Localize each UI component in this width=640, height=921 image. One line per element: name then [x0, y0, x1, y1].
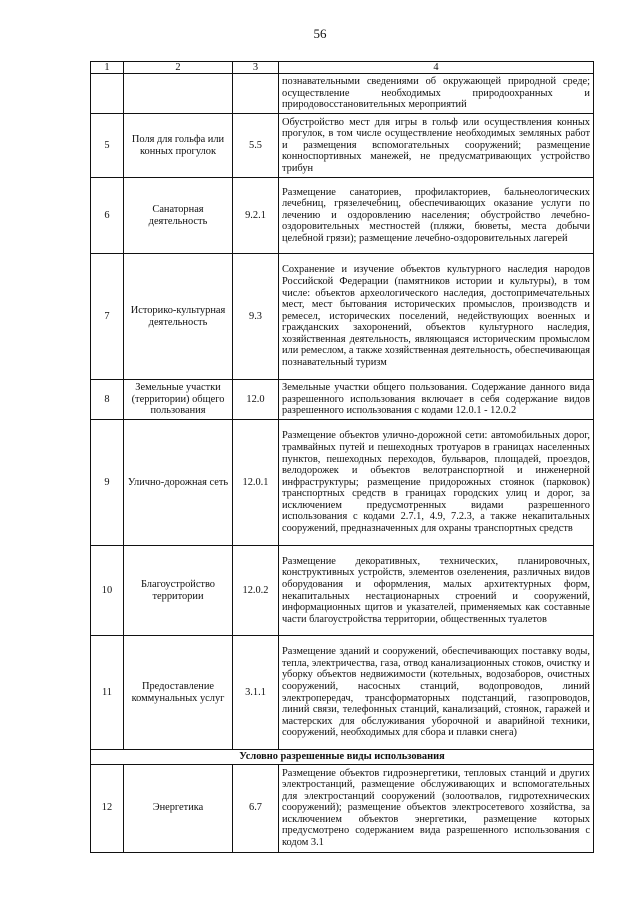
row-number: 12	[91, 764, 124, 852]
table-row	[91, 178, 594, 254]
row-description: Размещение зданий и сооружений, обеспечивающих поставку воды, тепла, электричества, газа, отвод канализационных стоков, очистку и уборку объектов недвижимости (котельных, водозаборов, очистных сооружений, насосных станций, водопроводов, линий электропередач, трансформаторных подстанций, газопроводов, линий связи, телефонных станций, канализаций, стоянок, гаражей и мастерских для обслуживания уборочной и аварийной техники, сооружений, необходимых для сбора и плавки снега)	[279, 636, 594, 750]
table-row	[91, 764, 594, 852]
header-col2: 2	[124, 62, 233, 74]
row-description: Земельные участки общего пользования. Содержание данного вида разрешенного использования включает в себя содержание видов разрешенного использования с кодами 12.0.1 - 12.0.2	[279, 380, 594, 420]
table-row	[91, 254, 594, 380]
table-row	[91, 74, 594, 114]
header-col4: 4	[279, 62, 594, 74]
row-code: 5.5	[233, 114, 279, 178]
row-name: Поля для гольфа или конных прогулок	[124, 114, 233, 178]
page-number: 56	[313, 26, 327, 41]
row-number	[91, 74, 124, 114]
header-col1: 1	[91, 62, 124, 74]
row-code: 12.0.1	[233, 420, 279, 546]
table-row	[91, 636, 594, 750]
row-number: 8	[91, 380, 124, 420]
section-row	[91, 750, 594, 765]
row-code: 9.3	[233, 254, 279, 380]
row-code: 9.2.1	[233, 178, 279, 254]
row-description: Размещение объектов улично-дорожной сети: автомобильных дорог, трамвайных путей и пешеходных тротуаров в границах населенных пунктов, пешеходных переходов, бульваров, площадей, проездов, велодорожек и объектов велотранспортной и инженерной инфраструктуры; размещение придорожных стоянок (парковок) транспортных средств в границах городских улиц и дорог, за исключением предусмотренных видами разрешенного использования с кодами 2.7.1, 4.9, 7.2.3, а также некапитальных сооружений, предназначенных для охраны транспортных средств	[279, 420, 594, 546]
table-row	[91, 380, 594, 420]
row-code: 3.1.1	[233, 636, 279, 750]
row-description: Размещение санаториев, профилакториев, бальнеологических лечебниц, грязелечебниц, обеспечивающих оказание услуги по лечению и оздоровлению населения; обустройство лечебно-оздоровительных местностей (пляжи, бюветы, места добычи целебной грязи); размещение лечебно-оздоровительных лагерей	[279, 178, 594, 254]
section-title: Условно разрешенные виды использования	[91, 750, 594, 765]
row-name: Энергетика	[124, 764, 233, 852]
row-name	[124, 74, 233, 114]
header-col3: 3	[233, 62, 279, 74]
land-use-table	[90, 61, 594, 853]
row-description: Обустройство мест для игры в гольф или осуществления конных прогулок, в том числе осуществление необходимых земляных работ и размещения вспомогательных сооружений; размещение конноспортивных манежей, не предусматривающих устройство трибун	[279, 114, 594, 178]
row-code: 12.0.2	[233, 546, 279, 636]
row-description: Размещение объектов гидроэнергетики, тепловых станций и других электростанций, размещение обслуживающих и вспомогательных для электростанций сооружений (золоотвалов, гидротехнических сооружений); размещение объектов электросетевого хозяйства, за исключением объектов энергетики, размещение которых предусмотрено содержанием вида разрешенного использования с кодом 3.1	[279, 764, 594, 852]
row-name: Благоустройство территории	[124, 546, 233, 636]
row-number: 11	[91, 636, 124, 750]
row-name: Историко-культурная деятельность	[124, 254, 233, 380]
row-name: Предоставление коммунальных услуг	[124, 636, 233, 750]
row-number: 5	[91, 114, 124, 178]
table-row	[91, 546, 594, 636]
row-code: 6.7	[233, 764, 279, 852]
row-name: Санаторная деятельность	[124, 178, 233, 254]
row-code: 12.0	[233, 380, 279, 420]
row-description: Размещение декоративных, технических, планировочных, конструктивных устройств, элементов озеленения, различных видов оборудования и оформления, малых архитектурных форм, некапитальных нестационарных строений и сооружений, информационных щитов и указателей, применяемых как составные части благоустройства территории, общественных туалетов	[279, 546, 594, 636]
row-description: познавательными сведениями об окружающей природной среде; осуществление необходимых природоохранных и природовосстановительных мероприятий	[279, 74, 594, 114]
row-number: 10	[91, 546, 124, 636]
table-header-row	[91, 62, 594, 74]
row-name: Земельные участки (территории) общего пользования	[124, 380, 233, 420]
row-number: 7	[91, 254, 124, 380]
row-number: 9	[91, 420, 124, 546]
row-code	[233, 74, 279, 114]
row-name: Улично-дорожная сеть	[124, 420, 233, 546]
row-number: 6	[91, 178, 124, 254]
table-row	[91, 420, 594, 546]
row-description: Сохранение и изучение объектов культурного наследия народов Российской Федерации (памятников истории и культуры), в том числе: объектов археологического наследия, достопримечательных мест, мест бытования исторических промыслов, производств и ремесел, исторических поселений, недействующих военных и гражданских захоронений, объектов культурного наследия, хозяйственная деятельность, являющаяся историческим промыслом или ремеслом, а также хозяйственная деятельность, обеспечивающая познавательный туризм	[279, 254, 594, 380]
table-row	[91, 114, 594, 178]
